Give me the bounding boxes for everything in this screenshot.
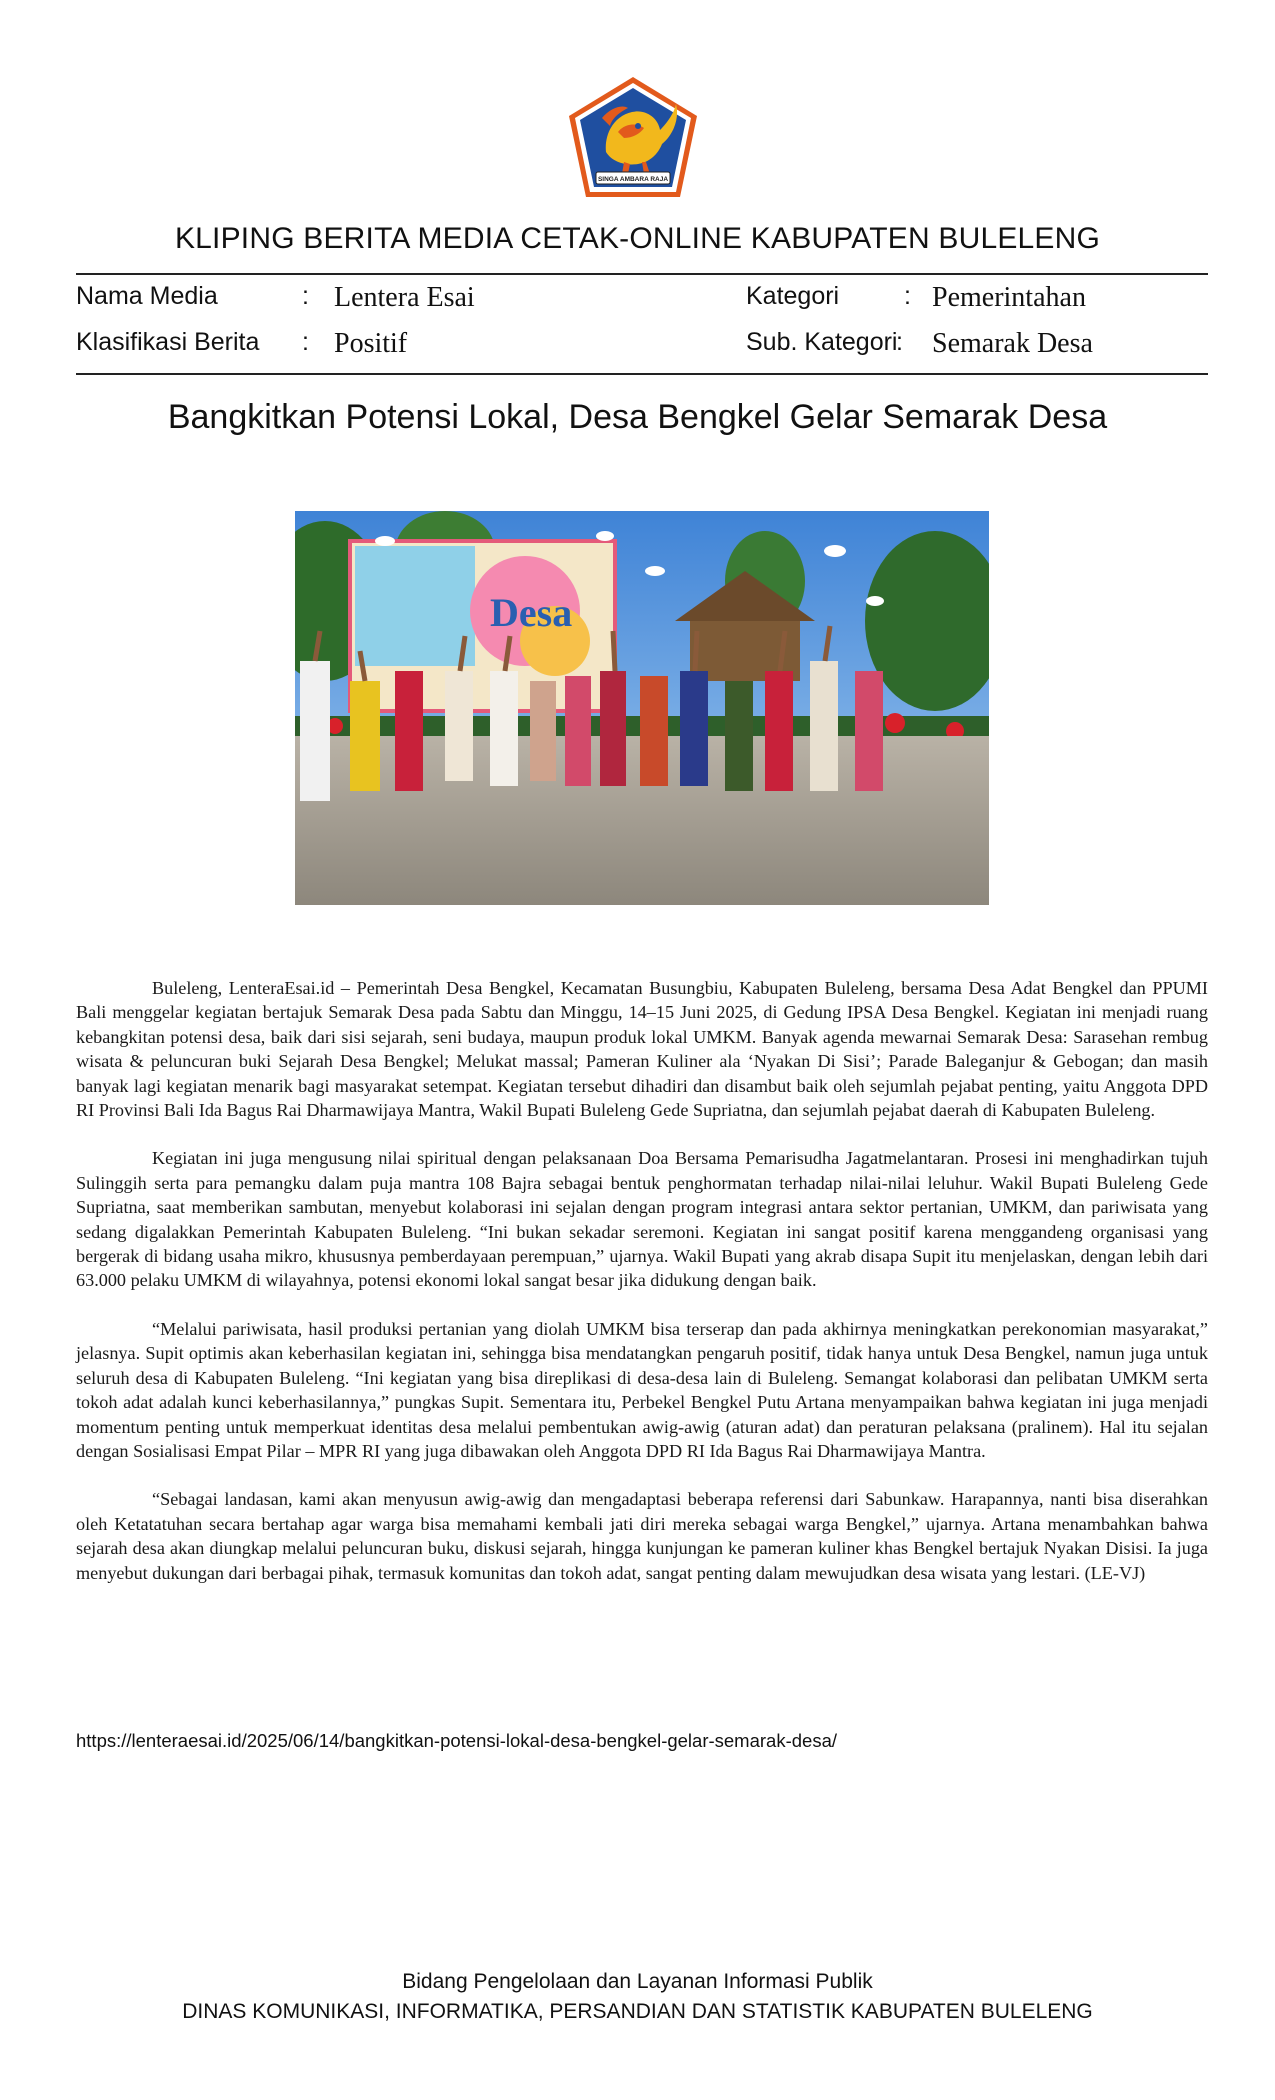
media-colon: : — [302, 282, 309, 310]
footer-agency: DINAS KOMUNIKASI, INFORMATIKA, PERSANDIAN DAN STATISTIK KABUPATEN BULELENG — [182, 2000, 1093, 2023]
classification-label: Klasifikasi Berita — [76, 328, 260, 356]
subcategory-value: Semarak Desa — [932, 328, 1093, 359]
bottom-divider — [76, 373, 1208, 375]
top-divider — [76, 273, 1208, 275]
article-paragraph: “Sebagai landasan, kami akan menyusun awig-awig dan mengadaptasi beberapa referensi dari Sabunkaw. Harapannya, nanti bisa diserahkan oleh Ketatatuhan secara bertahap agar warga bisa memahami kembali jati diri mereka sebagai warga Bengkel,” ujarnya. Artana menambahkan bahwa sejarah desa akan diungkap melalui peluncuran buku, diskusi sejarah, hingga kunjungan ke pameran kuliner khas Bengkel bertajuk Nyakan Disisi. Ia juga menyebut dukungan dari berbagai pihak, termasuk komunitas dan tokoh adat, sangat penting dalam mewujudkan desa wisata yang lestari. (LE-VJ) — [76, 1489, 1208, 1583]
media-value: Lentera Esai — [334, 282, 475, 313]
media-label: Nama Media — [76, 282, 218, 310]
article-paragraph: Kegiatan ini juga mengusung nilai spiritual dengan pelaksanaan Doa Bersama Pemarisudha Jagatmelantaran. Prosesi ini menghadirkan tujuh Sulinggih serta para pemangku dalam puja mantra 108 Bajra sebagai bentuk penghormatan terhadap nilai-nilai leluhur. Wakil Bupati Buleleng Gede Supriatna, saat memberikan sambutan, menyebut kolaborasi ini sejalan dengan program integrasi antara sektor pertanian, UMKM, dan pariwisata yang sedang digalakkan Pemerintah Kabupaten Buleleng. “Ini bukan sekadar seremoni. Kegiatan ini sangat positif karena menggandeng organisasi yang bergerak di bidang usaha mikro, khususnya pemberdayaan perempuan,” ujarnya. Wakil Bupati yang akrab disapa Supit itu menjelaskan, dengan lebih dari 63.000 pelaku UMKM di wilayahnya, potensi ekonomi lokal sangat besar jika didukung dengan baik. — [76, 1148, 1208, 1291]
subcategory-label: Sub. Kategori — [746, 328, 898, 356]
subcategory-colon: : — [896, 328, 903, 356]
category-colon: : — [904, 282, 911, 310]
logo-motto: SINGA AMBARA RAJA — [597, 176, 669, 183]
article-paragraph: Buleleng, LenteraEsai.id – Pemerintah Desa Bengkel, Kecamatan Busungbiu, Kabupaten Buleleng, bersama Desa Adat Bengkel dan PPUMI Bali menggelar kegiatan bertajuk Semarak Desa pada Sabtu dan Minggu, 14–15 Juni 2025, di Gedung IPSA Desa Bengkel. Kegiatan ini menjadi ruang kebangkitan potensi desa, baik dari sisi sejarah, seni budaya, maupun produk lokal UMKM. Banyak agenda mewarnai Semarak Desa: Sarasehan rembug wisata & peluncuran buki Sejarah Desa Bengkel; Melukat massal; Pameran Kuliner ala ‘Nyakan Di Sisi’; Parade Baleganjur & Gebogan; dan masih banyak lagi kegiatan menarik bagi masyarakat setempat. Kegiatan tersebut dihadiri dan disambut baik oleh sejumlah pejabat penting, yaitu Anggota DPD RI Provinsi Bali Ida Bagus Rai Dharmawijaya Mantra, Wakil Bupati Buleleng Gede Supriatna, dan sejumlah pejabat daerah di Kabupaten Buleleng. — [76, 978, 1208, 1121]
photo-banner-text: Desa — [490, 590, 573, 635]
article-photo — [295, 511, 989, 905]
buleleng-crest-logo — [566, 74, 700, 200]
category-value: Pemerintahan — [932, 282, 1086, 313]
article-paragraph: “Melalui pariwisata, hasil produksi pertanian yang diolah UMKM bisa terserap dan pada akhirnya meningkatkan perekonomian masyarakat,” jelasnya. Supit optimis akan keberhasilan kegiatan ini, sehingga bisa mendatangkan pengaruh positif, tidak hanya untuk Desa Bengkel, namun juga untuk seluruh desa di Kabupaten Buleleng. “Ini kegiatan yang bisa direplikasi di desa-desa lain di Buleleng. Semangat kolaborasi dan pelibatan UMKM serta tokoh adat adalah kunci keberhasilannya,” pungkas Supit. Sementara itu, Perbekel Bengkel Putu Artana menyampaikan bahwa kegiatan ini juga menjadi momentum penting untuk memperkuat identitas desa melalui pembentukan awig-awig (aturan adat) dan peraturan pelaksana (pralinem). Hal itu sejalan dengan Sosialisasi Empat Pilar – MPR RI yang juga dibawakan oleh Anggota DPD RI Ida Bagus Rai Dharmawijaya Mantra. — [76, 1318, 1208, 1461]
article-body — [76, 976, 1208, 1609]
page-title: KLIPING BERITA MEDIA CETAK-ONLINE KABUPATEN BULELENG — [174, 222, 1101, 255]
article-headline: Bangkitkan Potensi Lokal, Desa Bengkel Gelar Semarak Desa — [167, 398, 1108, 436]
footer-department: Bidang Pengelolaan dan Layanan Informasi Publik — [402, 1970, 873, 1993]
category-label: Kategori — [746, 282, 840, 310]
classification-colon: : — [302, 328, 309, 356]
source-url-link[interactable]: https://lenteraesai.id/2025/06/14/bangkitkan-potensi-lokal-desa-bengkel-gelar-semarak-desa/ — [76, 1730, 838, 1751]
classification-value: Positif — [334, 328, 408, 359]
